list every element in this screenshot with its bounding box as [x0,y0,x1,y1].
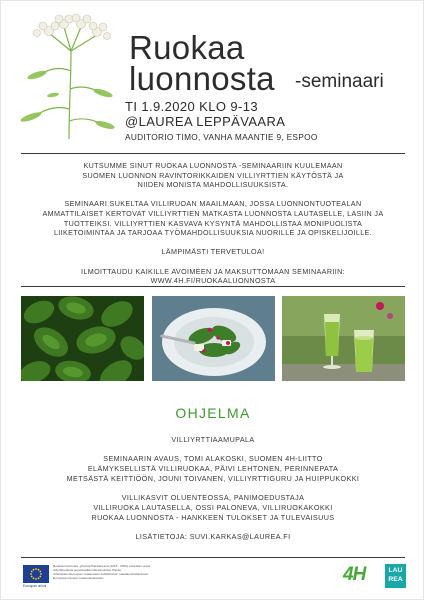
laurea-logo-line: REA [388,575,403,583]
funding-line: rahoitetaan Euroopan maaseudun kehittämisen maatalousrahastosta: [53,571,149,576]
funding-line: villiyrttituotteita ja kehitetään liiketoimintaa. Hanke [53,567,122,572]
program-morning: VILLIYRTTIAAMUPALA [171,435,255,444]
divider-top [21,153,405,154]
laurea-logo-line: LAU [388,567,403,574]
wild-salad-photo [152,296,275,381]
intro-line: LIIKETOIMINTAA JA TARJOAA TYÖMAHDOLLISUUKSIA NUORILLE JA OPISKELIJOILLE. [53,228,373,238]
intro-line: TUOTTEIKSI. VILLIYRTTIEN KASVAVA KYSYNTÄ MAHDOLLISTAA MONIPUOLISTA [63,218,363,228]
funding-line: Eurooppa investoi maaseutualueisiin. [53,575,105,580]
contact-info[interactable]: LISÄTIETOJA: SUVI.KARKAS@LAUREA.FI [135,531,291,541]
intro-line: AMMATTILAISET KERTOVAT VILLIYRTTIEN MATKASTA LUONNOSTA LAUTASELLE, LASIIN JA [42,208,384,218]
welcome-text: LÄMPIMÄSTI TERVETULOA! [161,247,265,257]
program-block-1 [31,454,395,483]
registration-text [29,267,397,286]
event-details [125,99,318,143]
program-block-2 [31,493,395,522]
event-address: AUDITORIO TIMO, VANHA MAANTIE 9, ESPOO [125,132,318,142]
intro-text [29,161,397,295]
program-item: ELÄMYKSELLISTÄ VILLIRUOKAA, PÄIVI LEHTONEN, PERINNEPATA [87,464,339,474]
photo-strip [21,296,405,381]
divider-middle [21,286,405,287]
registration-line: ILMOITTAUDU KAIKILLE AVOIMEEN JA MAKSUTTOMAAN SEMINAARIIN: [81,266,345,276]
program-item: VILLIKASVIT OLUENTEOSSA, PANIMOEDUSTAJA [121,493,305,503]
title-line-2: luonnosta [129,60,275,97]
eu-flag-icon [23,565,49,583]
intro-line: SUOMEN LUONNON RAVINTORIKKAIDEN VILLIYRTTIEN KÄYTÖSTÄ JA [82,170,344,180]
eu-caption: Euroopan unioni [23,584,47,588]
intro-line: NIIDEN MONISTA MAHDOLLISUUKSISTA. [137,180,289,190]
laurea-logo [385,564,406,588]
title-line-1: Ruokaa [129,29,245,66]
yarrow-illustration [9,11,119,141]
program-item: METSÄSTÄ KEITTIÖÖN, JOUNI TOIVANEN, VILLIYRTTIGURU JA HUIPPUKOKKI [66,473,360,483]
title-suffix: -seminaari [295,71,384,92]
intro-line: SEMINAARI SUKELTAA VILLIRUOAN MAAILMAAN, JOSSA LUONNONTUOTEALAN [64,199,362,209]
funding-text [53,565,213,581]
program-item: VILLIRUOKA LAUTASELLA, OSSI PALONEVA, VILLIRUOKAKOKKI [93,502,333,512]
program-item: RUOKAA LUONNOSTA - HANKKEEN TULOKSET JA TULEVAISUUS [91,512,335,522]
intro-paragraph-2 [29,199,397,237]
registration-url[interactable]: WWW.4H.FI/RUOKAALUONNOSTA [150,276,276,286]
event-venue: @LAUREA LEPPÄVAARA [125,114,286,129]
4h-logo: 4H [343,564,366,585]
program-list [31,435,395,542]
funding-line: Ruokaa luonnosta -yhteistyöhankkeessa (2018 - 2020) tuotetaan uusia [53,564,151,568]
program-item: SEMINAARIN AVAUS, TOMI ALAKOSKI, SUOMEN 4H-LIITTO [103,454,323,464]
divider-footer [21,557,405,558]
intro-paragraph-1 [29,161,397,190]
green-smoothie-photo [282,296,405,381]
program-heading: OHJELMA [175,405,251,421]
nettle-photo [21,296,144,381]
event-date-time: TI 1.9.2020 KLO 9-13 [125,99,259,114]
intro-line: KUTSUMME SINUT RUOKAA LUONNOSTA -SEMINAARIIN KUULEMAAN [83,161,343,170]
